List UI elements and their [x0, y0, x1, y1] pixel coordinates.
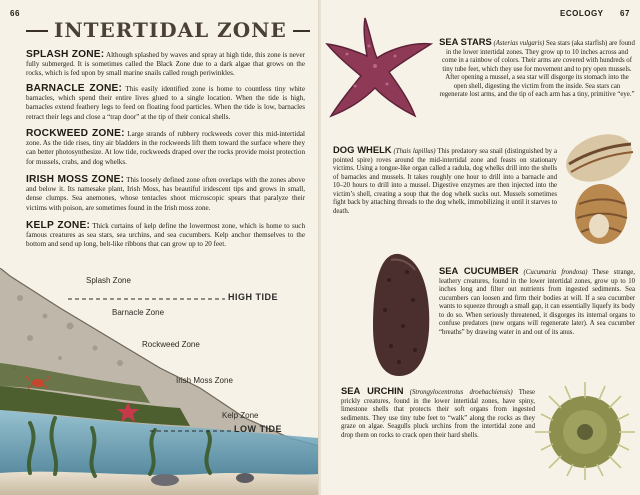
entry-text: These prickly creatures, found in the lower intertidal zones, have spiny, limestone shells that protects their soft organs from ingested sediments. They use tiny tube feet to “walk” along the rocks as they graze on algae. Seagulls pluck urchins from the intertidal zone and drop them on rocks to crack open their hard shells. — [341, 389, 535, 439]
page-number-right: 67 — [620, 9, 630, 18]
zone-heading: IRISH MOSS ZONE: — [26, 174, 125, 185]
entry-text: Sea stars (aka starfish) are found in the lower intertidal zones. They grow up to 10 inches across and come in a rainbow of colors. Their arms are covered with hundreds of tiny tube feet, which they use for movement and to pry open mussels. After opening a mussel, a sea star will disgorge its stomach into the open shell, digesting the victim from the inside. Sea stars can regenerate lost arms, and the tip of each arm has a tiny, primitive “eye.” — [439, 40, 635, 98]
zone-heading: ROCKWEED ZONE: — [26, 128, 125, 139]
scientific-name: (Cucumaria frondosa) — [523, 269, 588, 276]
scientific-name: (Thais lapillus) — [393, 148, 436, 155]
zone-heading: KELP ZONE: — [26, 220, 91, 231]
zone-text: Large strands of rubbery rockweeds cover this mid-intertidal zone. As the tide rises, tiny air bladders in the rockweeds lift them toward the surface where they can better photosynthesize. At low tide, rockweeds draped over the rocks provide moist protection for mussels, crabs, and dog whelks. — [26, 130, 305, 166]
scientific-name: (Asterias vulgaris) — [493, 40, 545, 47]
sea-stars-entry — [439, 38, 635, 100]
zone-text: Thick curtains of kelp define the lowermost zone, which is home to such famous creatures as sea stars, sea urchins, and sea cucumbers. Kelp anchor themselves to the bottom and send up long, belt-like ribbons that can grow up to 20 feet. — [26, 222, 305, 249]
scientific-name: (Strongylocentrotus droebachiensis) — [409, 389, 513, 396]
low-tide-label: LOW TIDE — [234, 424, 282, 434]
page-title: INTERTIDAL ZONE — [48, 18, 293, 42]
zone-text: This loosely defined zone often overlaps with the zones above and below it. Its namesake plant, Irish Moss, has beautiful iridescent tips and grows in small, dense clumps. Sea anemones, whose tentacles shoot microscopic spears that paralyze their victims with poison, are sometimes found in the Irish moss zone. — [26, 176, 305, 212]
zone-heading: SPLASH ZONE: — [26, 49, 105, 60]
rockweed-zone-label: Rockweed Zone — [142, 340, 200, 349]
dog-whelk-photo — [559, 128, 637, 248]
page-title-block — [26, 18, 310, 42]
dog-whelk-entry — [333, 146, 557, 216]
kelp-zone-paragraph — [26, 221, 305, 250]
splash-zone-paragraph — [26, 50, 305, 79]
zone-text: This easily identified zone is home to countless tiny white barnacles, which spend their entire lives glued to a single location. When the tide is high, barnacles extend feathery legs to feed on floating food particles. When the tide is low, barnacles retract their legs and close a “trap door” at the tip of their conical shells. — [26, 85, 305, 121]
sea-cucumber-entry — [439, 267, 635, 337]
irish-moss-zone-paragraph — [26, 175, 305, 213]
page-number-left: 66 — [10, 9, 20, 18]
entry-heading: SEA CUCUMBER — [439, 265, 519, 276]
high-tide-label: HIGH TIDE — [228, 292, 279, 302]
irish-moss-zone-label: Irish Moss Zone — [176, 376, 233, 385]
sea-urchin-photo — [533, 378, 637, 482]
splash-zone-label: Splash Zone — [86, 276, 131, 285]
sea-cucumber-photo — [369, 250, 435, 380]
zone-heading: BARNACLE ZONE: — [26, 83, 123, 94]
rockweed-zone-paragraph — [26, 129, 305, 167]
sea-star-photo — [325, 16, 433, 120]
entry-heading: DOG WHELK — [333, 144, 392, 155]
barnacle-zone-paragraph — [26, 84, 305, 122]
left-page — [0, 0, 319, 495]
intertidal-zone-diagram — [0, 268, 319, 495]
sea-urchin-entry — [341, 387, 535, 440]
entry-heading: SEA URCHIN — [341, 385, 404, 396]
entry-heading: SEA STARS — [439, 36, 492, 47]
section-title: ECOLOGY — [560, 9, 604, 18]
entry-text: This predatory sea snail (distinguished by a pointed spire) roves around the mid-intertidal zone and feasts on stationary victims. Using a tongue-like organ called a radula, dog whelks drill into the shells of barnacles and mussels. It takes roughly one hour to drill into a barnacle and 10–20 hours to drill into a mussel. Digestive enzymes are then injected into the victim’s shell, creating a soup that the dog whelk sucks out. Mussels sometimes fight back by attaching threads to the dog whelk, immobilizing it until it starves to death. — [333, 148, 557, 215]
right-page — [321, 0, 640, 495]
barnacle-zone-label: Barnacle Zone — [112, 308, 165, 317]
shore-cross-section — [0, 268, 319, 495]
entry-text: These strange, leathery creatures, found in the lower intertidal zones, grow up to 10 inches long and filter out nutrients from ingested sediments. Sea cucumbers can loosen and firm their bodies at will. If a sea cucumber wants to squeeze through a small gap, it can essentially liquefy its body to do so. When seriously threatened, it disgorges its internal organs to confuse predators (new organs will regenerate later). A sea cucumber “breaths” by drawing water in and out of its anus. — [439, 269, 636, 336]
zone-text: Although splashed by waves and spray at high tide, this zone is never fully submerged. It is sometimes called the Black Zone due to a dark algae that grows on the rocks, which is fed upon by small marine snails called rough periwinkles. — [26, 51, 305, 78]
kelp-zone-label: Kelp Zone — [222, 411, 259, 420]
